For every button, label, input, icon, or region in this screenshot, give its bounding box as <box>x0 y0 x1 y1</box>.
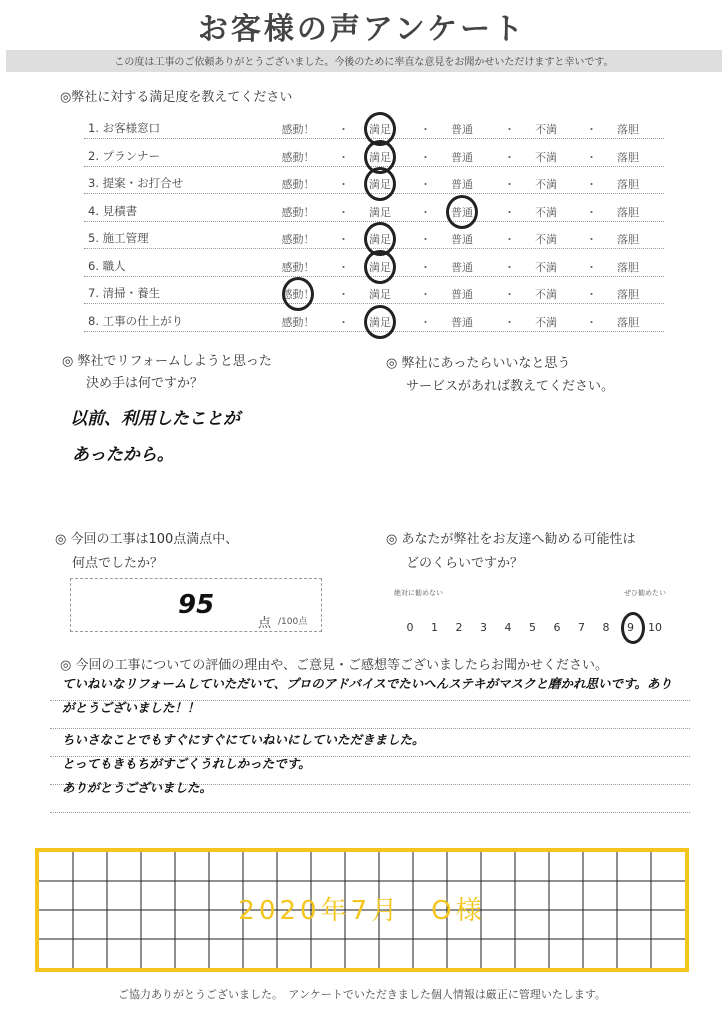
satisfaction-option[interactable]: 感動！ <box>281 123 315 136</box>
satisfaction-row-label: 1. お客様窓口 <box>88 121 161 135</box>
separator-dot: ・ <box>338 288 349 301</box>
satisfaction-option[interactable]: 感動！ <box>281 260 315 274</box>
satisfaction-row-label: 4. 見積書 <box>88 203 138 218</box>
satisfaction-option[interactable]: 満足 <box>369 260 391 274</box>
satisfaction-option[interactable]: 感動！ <box>281 205 315 219</box>
satisfaction-row-label: 3. 提案・お打合せ <box>88 176 184 190</box>
recommend-right-label: ぜひ勧めたい <box>624 589 666 597</box>
satisfaction-option[interactable]: 不満 <box>535 315 557 329</box>
scale-number[interactable]: 3 <box>480 621 487 634</box>
recommend-question-line2: どのくらいですか？ <box>406 556 524 571</box>
satisfaction-option[interactable]: 満足 <box>369 150 391 164</box>
intro-text: この度は工事のご依頼ありがとうございました。今後のために率直な意見をお聞かせいただけますと幸いです。 <box>114 57 614 68</box>
satisfaction-option[interactable]: 満足 <box>369 315 391 329</box>
separator-dot: ・ <box>420 150 431 164</box>
selected-circle-mark <box>446 195 478 229</box>
separator-dot: ・ <box>338 205 349 219</box>
selected-circle-mark <box>364 250 396 284</box>
selected-circle-mark <box>364 167 396 201</box>
separator-dot: ・ <box>338 123 349 136</box>
satisfaction-option[interactable]: 不満 <box>535 260 557 274</box>
separator-dot: ・ <box>420 315 431 329</box>
separator-dot: ・ <box>586 288 597 301</box>
satisfaction-option[interactable]: 普通 <box>451 233 473 246</box>
separator-dot: ・ <box>586 123 597 136</box>
separator-dot: ・ <box>504 233 515 246</box>
separator-dot: ・ <box>504 205 515 219</box>
scale-number[interactable]: 7 <box>578 621 585 634</box>
separator-dot: ・ <box>504 315 515 329</box>
page-title: お客様の声アンケート <box>197 12 527 47</box>
customer-date-name: 2020年7月 O様 <box>238 896 486 926</box>
footer-note: ご協力ありがとうございました。 アンケートでいただきました個人情報は厳正に管理いたします。 <box>118 988 606 1001</box>
satisfaction-option[interactable]: 不満 <box>535 233 557 246</box>
satisfaction-option[interactable]: 普通 <box>451 205 473 219</box>
scale-number[interactable]: 8 <box>602 621 610 634</box>
separator-dot: ・ <box>586 178 597 191</box>
satisfaction-option[interactable]: 不満 <box>535 288 557 301</box>
score-question-line1: ◎ 今回の工事は100点満点中、 <box>55 532 239 547</box>
separator-dot: ・ <box>504 150 515 164</box>
separator-dot: ・ <box>338 233 349 246</box>
satisfaction-option[interactable]: 不満 <box>535 123 557 136</box>
separator-dot: ・ <box>586 205 597 219</box>
reform-question-line1: ◎ 弊社でリフォームしようと思った <box>62 354 272 369</box>
scale-number[interactable]: 2 <box>455 621 463 634</box>
satisfaction-option[interactable]: 普通 <box>451 260 473 274</box>
satisfaction-row-label: 7. 清掃・養生 <box>88 286 161 300</box>
satisfaction-option[interactable]: 普通 <box>451 123 473 136</box>
satisfaction-option[interactable]: 不満 <box>535 150 557 164</box>
separator-dot: ・ <box>504 178 515 191</box>
scale-selected-circle <box>621 612 645 644</box>
separator-dot: ・ <box>504 260 515 274</box>
satisfaction-option[interactable]: 落胆 <box>617 288 639 301</box>
satisfaction-row-label: 5. 施工管理 <box>88 231 149 245</box>
comment-line-rule <box>50 812 690 813</box>
separator-dot: ・ <box>420 178 431 191</box>
satisfaction-row-label: 6. 職人 <box>88 258 126 273</box>
satisfaction-option[interactable]: 落胆 <box>617 178 639 191</box>
satisfaction-option[interactable]: 落胆 <box>617 123 639 136</box>
recommend-left-label: 絶対に勧めない <box>394 589 443 597</box>
satisfaction-option[interactable]: 感動！ <box>281 178 315 191</box>
scale-number[interactable]: 9 <box>627 621 634 634</box>
satisfaction-option[interactable]: 普通 <box>451 288 473 301</box>
scale-number[interactable]: 5 <box>529 621 536 634</box>
satisfaction-option[interactable]: 不満 <box>535 205 557 219</box>
satisfaction-row-rule <box>84 221 664 222</box>
satisfaction-option[interactable]: 感動！ <box>281 233 315 246</box>
satisfaction-option[interactable]: 感動！ <box>281 315 315 329</box>
satisfaction-option[interactable]: 感動！ <box>281 288 315 301</box>
separator-dot: ・ <box>420 233 431 246</box>
satisfaction-option[interactable]: 不満 <box>535 178 557 191</box>
separator-dot: ・ <box>504 123 515 136</box>
separator-dot: ・ <box>338 315 349 329</box>
separator-dot: ・ <box>586 233 597 246</box>
satisfaction-option[interactable]: 落胆 <box>617 260 639 274</box>
separator-dot: ・ <box>338 178 349 191</box>
score-unit: 点 <box>258 616 272 631</box>
separator-dot: ・ <box>420 123 431 136</box>
reform-question-line2: 決め手は何ですか？ <box>86 376 204 391</box>
scale-number[interactable]: 6 <box>553 621 561 634</box>
satisfaction-option[interactable]: 感動！ <box>281 150 315 164</box>
separator-dot: ・ <box>586 150 597 164</box>
scale-number[interactable]: 4 <box>504 621 512 634</box>
satisfaction-option[interactable]: 満足 <box>369 288 391 301</box>
separator-dot: ・ <box>420 205 431 219</box>
comments-question: ◎ 今回の工事についての評価の理由や、ご意見・ご感想等ございましたらお聞かせください。 <box>60 658 608 673</box>
separator-dot: ・ <box>586 315 597 329</box>
satisfaction-option[interactable]: 落胆 <box>617 315 639 329</box>
comment-line-1: ていねいなリフォームしていただいて、プロのアドバイスでたいへんステキがマスクと磨かれ思いです。ありがとうございました！！ <box>62 676 673 715</box>
services-question-line2: サービスがあれば教えてください。 <box>406 379 615 394</box>
satisfaction-option[interactable]: 満足 <box>369 205 391 219</box>
separator-dot: ・ <box>338 150 349 164</box>
satisfaction-option[interactable]: 普通 <box>451 178 473 191</box>
satisfaction-question: ◎弊社に対する満足度を教えてください <box>60 90 293 105</box>
satisfaction-option[interactable]: 満足 <box>369 123 391 136</box>
scale-number[interactable]: 0 <box>406 621 414 634</box>
services-question-line1: ◎ 弊社にあったらいいなと思う <box>386 356 571 371</box>
satisfaction-option[interactable]: 落胆 <box>617 205 639 219</box>
score-value: 95 <box>178 590 215 620</box>
separator-dot: ・ <box>420 288 431 301</box>
comment-line-3: とってもきもちがすごくうれしかったです。 <box>62 756 311 771</box>
scale-number[interactable]: 1 <box>431 621 438 634</box>
separator-dot: ・ <box>586 260 597 274</box>
score-max: /100点 <box>278 617 308 627</box>
satisfaction-option[interactable]: 落胆 <box>617 150 639 164</box>
selected-circle-mark <box>282 277 314 311</box>
recommend-question-line1: ◎ あなたが弊社をお友達へ勧める可能性は <box>386 532 636 547</box>
scale-number[interactable]: 10 <box>648 621 662 634</box>
satisfaction-option[interactable]: 満足 <box>369 178 391 191</box>
satisfaction-row-label: 2. プランナー <box>88 148 161 163</box>
satisfaction-option[interactable]: 普通 <box>451 150 473 164</box>
reform-answer-line1: 以前、利用したことが <box>70 409 240 429</box>
satisfaction-row-label: 8. 工事の仕上がり <box>88 313 184 328</box>
separator-dot: ・ <box>420 260 431 274</box>
comment-line-rule <box>50 728 690 729</box>
selected-circle-mark <box>364 305 396 339</box>
separator-dot: ・ <box>338 260 349 274</box>
satisfaction-row-rule <box>84 303 664 304</box>
comment-line-2: ちいさなことでもすぐにすぐにていねいにしていただきました。 <box>62 732 425 747</box>
separator-dot: ・ <box>504 288 515 301</box>
score-question-line2: 何点でしたか？ <box>72 556 164 571</box>
comment-line-4: ありがとうございました。 <box>62 780 213 795</box>
reform-answer-line2: あったから。 <box>72 445 174 465</box>
satisfaction-option[interactable]: 満足 <box>369 233 391 246</box>
satisfaction-option[interactable]: 落胆 <box>617 233 639 246</box>
satisfaction-option[interactable]: 普通 <box>451 315 473 329</box>
